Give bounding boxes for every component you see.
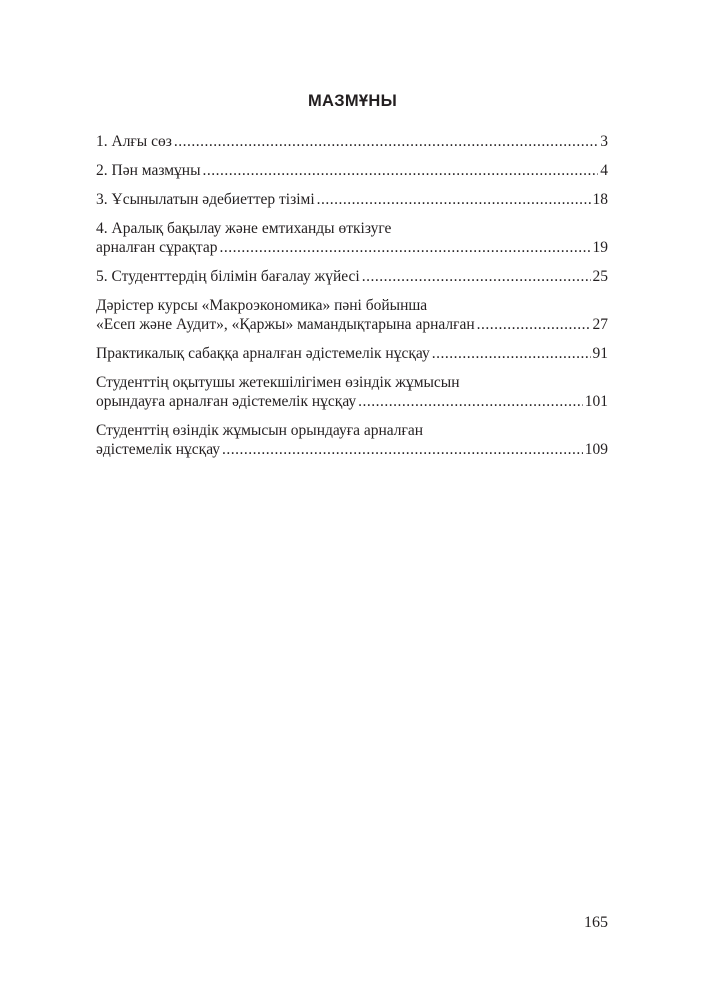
toc-entry-line (96, 344, 608, 363)
toc-entry-2 (96, 161, 608, 180)
dot-leader (362, 267, 591, 286)
toc-entry-title-line: Студенттің өзіндік жұмысын орындауға арналған (96, 422, 424, 439)
toc-entry-6 (96, 296, 608, 334)
dot-leader (203, 161, 599, 180)
toc-entry-line (96, 392, 608, 411)
dot-leader (358, 392, 583, 411)
toc-entry-page: 3 (600, 133, 608, 150)
toc-entry-title: 1. Алғы сөз (96, 133, 172, 150)
dot-leader (222, 440, 583, 459)
toc-entry-title-line: Дәрістер курсы «Макроэкономика» пәні бойынша (96, 297, 428, 314)
toc-entry-3 (96, 190, 608, 209)
toc-entry-title: Практикалық сабаққа арналған әдістемелік нұсқау (96, 345, 430, 362)
toc-entry-title-line: 4. Аралық бақылау және емтиханды өткізуге (96, 220, 392, 237)
toc-entry-title: әдістемелік нұсқау (96, 441, 221, 458)
toc-entry-page: 109 (584, 441, 608, 458)
toc-entry-line (96, 132, 608, 151)
toc-entry-title-line: Студенттің оқытушы жетекшілігімен өзіндік жұмысын (96, 374, 460, 391)
toc-entry-line (96, 238, 608, 257)
dot-leader (432, 344, 591, 363)
dot-leader (174, 132, 598, 151)
toc-entry-9 (96, 421, 608, 459)
toc-entry-line (96, 161, 608, 180)
toc-entry-line (96, 315, 608, 334)
toc-entry-page: 18 (592, 191, 608, 208)
toc-entry-7 (96, 344, 608, 363)
toc-entry-title: 3. Ұсынылатын әдебиеттер тізімі (96, 191, 315, 208)
toc-entry-page: 91 (592, 345, 608, 362)
toc-entry-line (96, 267, 608, 286)
dot-leader (317, 190, 591, 209)
toc-entry-line (96, 440, 608, 459)
toc-entry-title: арналған сұрақтар (96, 239, 218, 256)
toc-entry-page: 19 (592, 239, 608, 256)
toc-entry-title: 2. Пән мазмұны (96, 162, 201, 179)
toc-entry-page: 25 (592, 268, 608, 285)
toc-entry-1 (96, 132, 608, 151)
page-title: МАЗМҰНЫ (307, 92, 398, 110)
toc-entry-title: орындауға арналған әдістемелік нұсқау (96, 393, 357, 410)
toc-entry-page: 27 (592, 316, 608, 333)
toc-entry-page: 4 (600, 162, 608, 179)
toc-entry-5 (96, 267, 608, 286)
toc-entry-title: 5. Студенттердің білімін бағалау жүйесі (96, 268, 360, 285)
toc-entry-page: 101 (584, 393, 608, 410)
dot-leader (477, 315, 591, 334)
toc-entry-8 (96, 373, 608, 411)
toc-entry-4 (96, 219, 608, 257)
page-number: 165 (584, 914, 608, 931)
table-of-contents (96, 132, 608, 469)
dot-leader (219, 238, 590, 257)
toc-entry-line (96, 190, 608, 209)
toc-entry-title: «Есеп және Аудит», «Қаржы» мамандықтарына арналған (96, 316, 475, 333)
